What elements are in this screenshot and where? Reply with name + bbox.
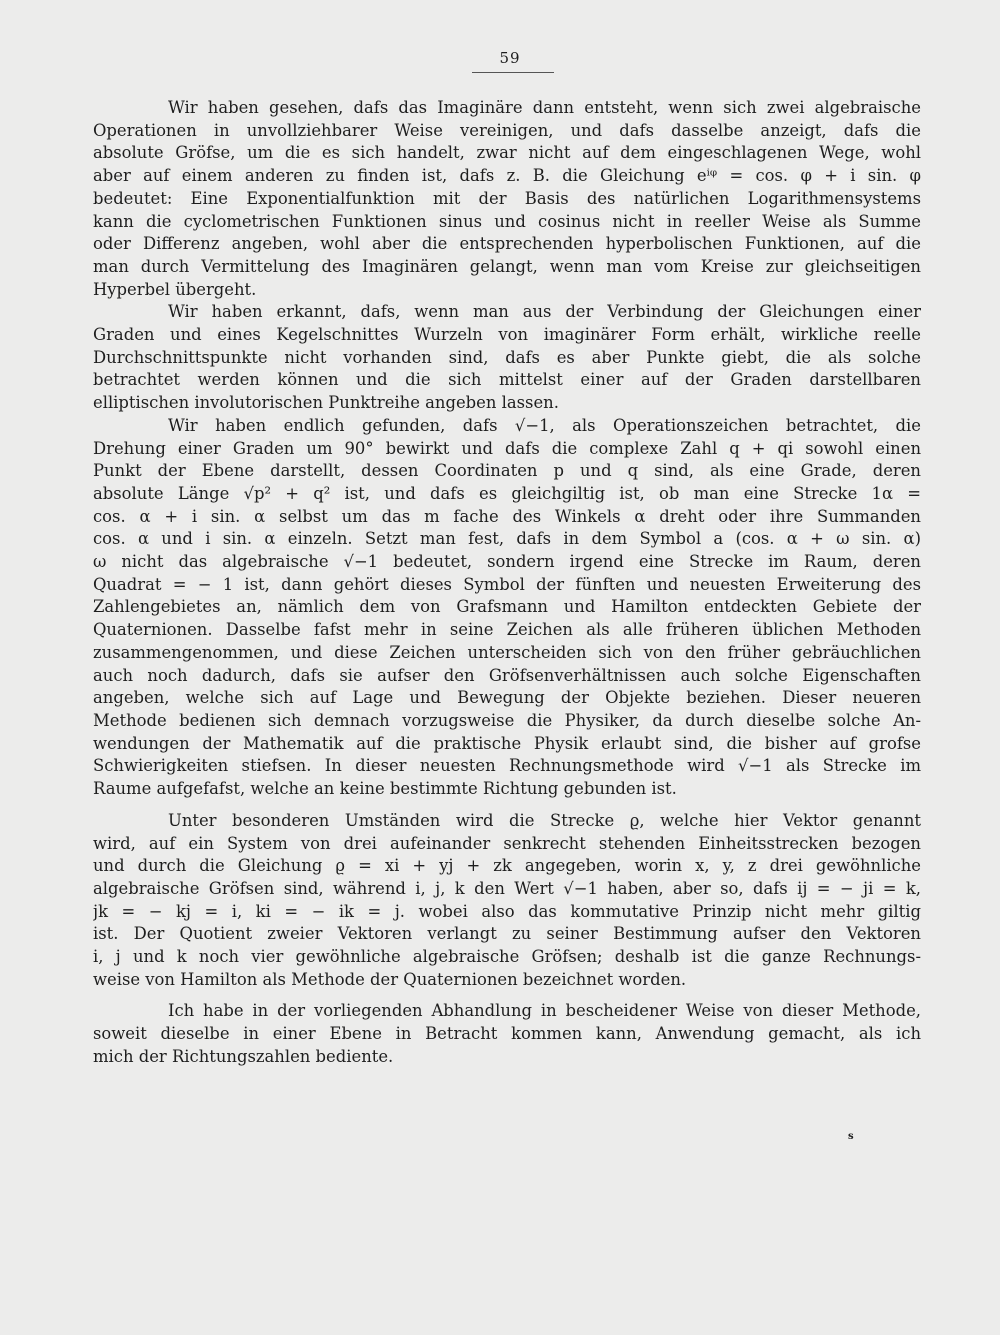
- footer-mark: s: [848, 1131, 854, 1142]
- text-line: absolute Gröfse, um die es sich handelt, zwar nicht auf dem eingeschlagenen Wege, wohl: [93, 143, 921, 163]
- text-line: cos. α + i sin. α selbst um das m fache des Winkels α dreht oder ihre Summanden: [93, 506, 921, 526]
- text-line: Drehung einer Graden um 90° bewirkt und dafs die complexe Zahl q + qi sowohl einen: [93, 438, 921, 458]
- paragraph-4: [93, 810, 921, 992]
- text-line: wird, auf ein System von drei aufeinander senkrecht stehenden Einheitsstrecken bezogen: [93, 833, 921, 853]
- text-line: Methode bedienen sich demnach vorzugsweise die Physiker, da durch dieselbe solche An-: [93, 710, 921, 730]
- text-line: Quadrat = − 1 ist, dann gehört dieses Symbol der fünften und neuesten Erweiterung des: [93, 574, 921, 594]
- text-line: bedeutet: Eine Exponentialfunktion mit der Basis des natürlichen Logarithmensystems: [93, 188, 921, 208]
- text-line: algebraische Gröfsen sind, während i, j, k den Wert √−1 haben, aber so, dafs ij = − ji = k,: [93, 878, 921, 898]
- text-line: Zahlengebietes an, nämlich dem von Grafsmann und Hamilton entdeckten Gebiete der: [93, 597, 921, 617]
- body-text: [93, 97, 921, 1069]
- text-line: Wir haben gesehen, dafs das Imaginäre dann entsteht, wenn sich zwei algebraische: [168, 98, 921, 117]
- text-line: oder Differenz angeben, wohl aber die entsprechenden hyperbolischen Funktionen, auf die: [93, 234, 921, 254]
- text-line: Unter besonderen Umständen wird die Strecke ϱ, welche hier Vektor genannt: [168, 810, 921, 830]
- paragraph-5: [93, 1000, 921, 1068]
- text-line: elliptischen involutorischen Punktreihe angeben lassen.: [93, 393, 559, 413]
- text-line: angeben, welche sich auf Lage und Bewegung der Objekte beziehen. Dieser neueren: [93, 688, 921, 708]
- header-rule: [472, 72, 554, 73]
- text-line: wendungen der Mathematik auf die praktische Physik erlaubt sind, die bisher auf grofse: [93, 733, 921, 753]
- text-line: cos. α und i sin. α einzeln. Setzt man fest, dafs in dem Symbol a (cos. α + ω sin. α): [93, 529, 921, 549]
- text-line: kann die cyclometrischen Funktionen sinus und cosinus nicht in reeller Weise als Summe: [93, 211, 921, 231]
- text-line: Punkt der Ebene darstellt, dessen Coordinaten p und q sind, als eine Grade, deren: [93, 461, 921, 481]
- text-line: absolute Länge √p² + q² ist, und dafs es gleichgiltig ist, ob man eine Strecke 1α =: [93, 483, 921, 503]
- text-line: Wir haben erkannt, dafs, wenn man aus der Verbindung der Gleichungen einer: [168, 302, 921, 322]
- text-line: man durch Vermittelung des Imaginären gelangt, wenn man vom Kreise zur gleichseitigen: [93, 256, 921, 276]
- text-line: Raume aufgefafst, welche an keine bestimmte Richtung gebunden ist.: [93, 779, 677, 799]
- text-line: Schwierigkeiten stiefsen. In dieser neuesten Rechnungsmethode wird √−1 als Strecke im: [93, 756, 921, 776]
- page-number: 59: [499, 49, 521, 67]
- text-line: Durchschnittspunkte nicht vorhanden sind, dafs es aber Punkte giebt, die als solche: [93, 347, 921, 367]
- text-line: i, j und k noch vier gewöhnliche algebraische Gröfsen; deshalb ist die ganze Rechnungs-: [93, 947, 921, 967]
- text-line: Quaternionen. Dasselbe fafst mehr in seine Zeichen als alle früheren üblichen Methoden: [93, 620, 921, 640]
- text-line: zusammengenommen, und diese Zeichen unterscheiden sich von den früher gebräuchlichen: [93, 642, 921, 662]
- text-line: Operationen in unvollziehbarer Weise vereinigen, und dafs dasselbe anzeigt, dafs die: [93, 120, 921, 140]
- text-line: ω nicht das algebraische √−1 bedeutet, sondern irgend eine Strecke im Raum, deren: [93, 552, 921, 572]
- text-line: Ich habe in der vorliegenden Abhandlung in bescheidener Weise von dieser Methode,: [168, 1001, 921, 1021]
- text-line: mich der Richtungszahlen bediente.: [93, 1046, 394, 1066]
- paragraph-2: [93, 301, 921, 415]
- text-line: auch noch dadurch, dafs sie aufser den Gröfsenverhältnissen auch solche Eigenschaften: [93, 665, 921, 685]
- paragraph-1: [93, 97, 921, 301]
- text-line: aber auf einem anderen zu finden ist, dafs z. B. die Gleichung eⁱᵠ = cos. φ + i sin. φ: [93, 166, 921, 186]
- text-line: und durch die Gleichung ϱ = xi + yj + zk angegeben, worin x, y, z drei gewöhnliche: [93, 856, 921, 876]
- text-line: betrachtet werden können und die sich mittelst einer auf der Graden darstellbaren: [93, 370, 921, 390]
- text-line: weise von Hamilton als Methode der Quaternionen bezeichnet worden.: [93, 969, 687, 989]
- paragraph-3: [93, 415, 921, 801]
- text-line: soweit dieselbe in einer Ebene in Betracht kommen kann, Anwendung gemacht, als ich: [93, 1024, 921, 1044]
- text-line: Graden und eines Kegelschnittes Wurzeln von imaginärer Form erhält, wirkliche reelle: [93, 325, 921, 345]
- text-line: ist. Der Quotient zweier Vektoren verlangt zu seiner Bestimmung aufser den Vektoren: [93, 924, 921, 944]
- text-line: Hyperbel übergeht.: [93, 279, 257, 299]
- text-line: jk = − kj = i, ki = − ik = j. wobei also das kommutative Prinzip nicht mehr giltig: [93, 901, 921, 921]
- text-line: Wir haben endlich gefunden, dafs √−1, als Operationszeichen betrachtet, die: [168, 415, 921, 435]
